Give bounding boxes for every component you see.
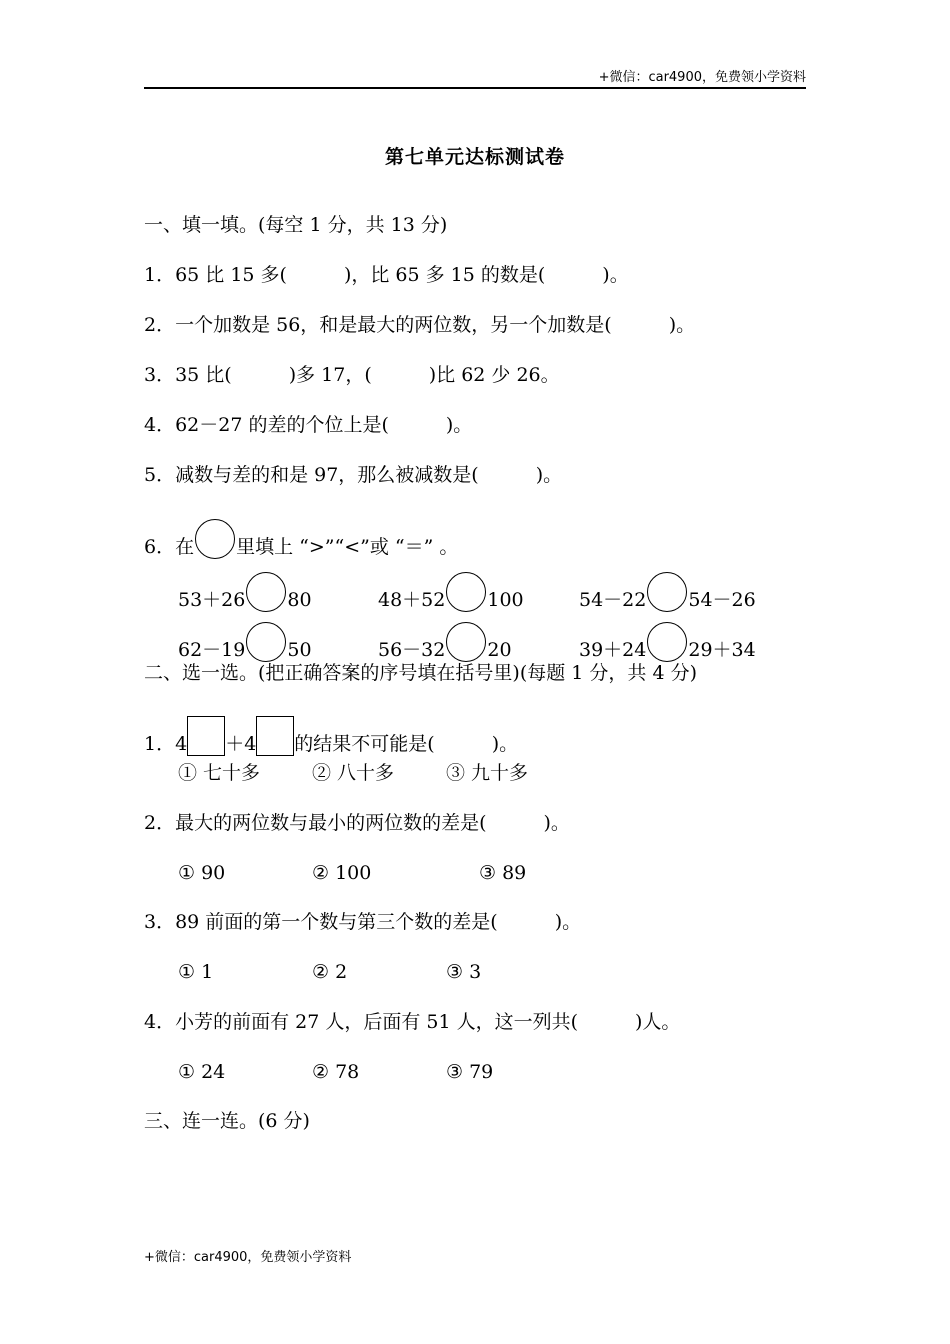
compare-left: 54－22 [579,589,647,611]
option: ① 90 [178,862,226,884]
option: ② 78 [312,1061,360,1083]
question-1-5: 5．减数与差的和是 97，那么被减数是( )。 [144,464,563,486]
compare-left: 56－32 [378,639,446,661]
compare-right: 80 [287,589,312,611]
compare-item [178,622,312,662]
section2-heading: 二、选一选。(把正确答案的序号填在括号里)(每题 1 分，共 4 分) [144,662,697,684]
answer-circle[interactable] [246,622,286,662]
compare-item [378,572,524,612]
question-2-3: 3．89 前面的第一个数与第三个数的差是( )。 [144,911,582,933]
compare-item [579,572,756,612]
question-1-4: 4．62－27 的差的个位上是( )。 [144,414,473,436]
compare-left: 48＋52 [378,589,446,611]
page-title: 第七单元达标测试卷 [384,146,565,168]
answer-circle[interactable] [647,622,687,662]
option: ② 100 [312,862,372,884]
q1-part-b: ＋4 [225,733,257,755]
header-note: +微信：car4900，免费领小学资料 [598,70,806,85]
answer-circle[interactable] [647,572,687,612]
digit-box[interactable] [256,716,294,756]
option: ③ 89 [479,862,527,884]
header-rule [144,87,806,89]
q1-part-a: 1．4 [144,733,188,755]
question-1-3: 3．35 比( )多 17，( )比 62 少 26。 [144,364,560,386]
q6-suffix: 里填上 “>”“<”或 “＝” 。 [236,536,459,558]
section1-heading: 一、填一填。(每空 1 分，共 13 分) [144,214,448,236]
option: ① 1 [178,961,214,983]
question-2-2: 2．最大的两位数与最小的两位数的差是( )。 [144,812,570,834]
compare-item [178,572,312,612]
question-2-4: 4．小芳的前面有 27 人，后面有 51 人，这一列共( )人。 [144,1011,681,1033]
digit-box[interactable] [187,716,225,756]
option: ③ 79 [446,1061,494,1083]
footer-note: +微信：car4900，免费领小学资料 [144,1250,352,1265]
answer-circle[interactable] [446,572,486,612]
answer-circle[interactable] [446,622,486,662]
option: ① 24 [178,1061,226,1083]
answer-circle[interactable] [246,572,286,612]
compare-left: 39＋24 [579,639,647,661]
option: ① 七十多 [178,762,261,784]
compare-right: 20 [487,639,512,661]
option: ② 八十多 [312,762,395,784]
compare-item [579,622,756,662]
question-2-1 [144,716,518,756]
option: ③ 九十多 [446,762,529,784]
compare-right: 54－26 [688,589,756,611]
answer-circle [195,519,235,559]
q6-prefix: 6．在 [144,536,195,558]
section3-heading: 三、连一连。(6 分) [144,1110,310,1132]
compare-right: 29＋34 [688,639,756,661]
question-1-1: 1．65 比 15 多( )，比 65 多 15 的数是( )。 [144,264,629,286]
compare-left: 53＋26 [178,589,246,611]
compare-right: 50 [287,639,312,661]
question-1-2: 2．一个加数是 56，和是最大的两位数，另一个加数是( )。 [144,314,696,336]
compare-right: 100 [487,589,524,611]
option: ③ 3 [446,961,482,983]
q1-part-c: 的结果不可能是( )。 [294,733,519,755]
compare-left: 62－19 [178,639,246,661]
option: ② 2 [312,961,348,983]
question-1-6 [144,519,458,559]
compare-item [378,622,512,662]
